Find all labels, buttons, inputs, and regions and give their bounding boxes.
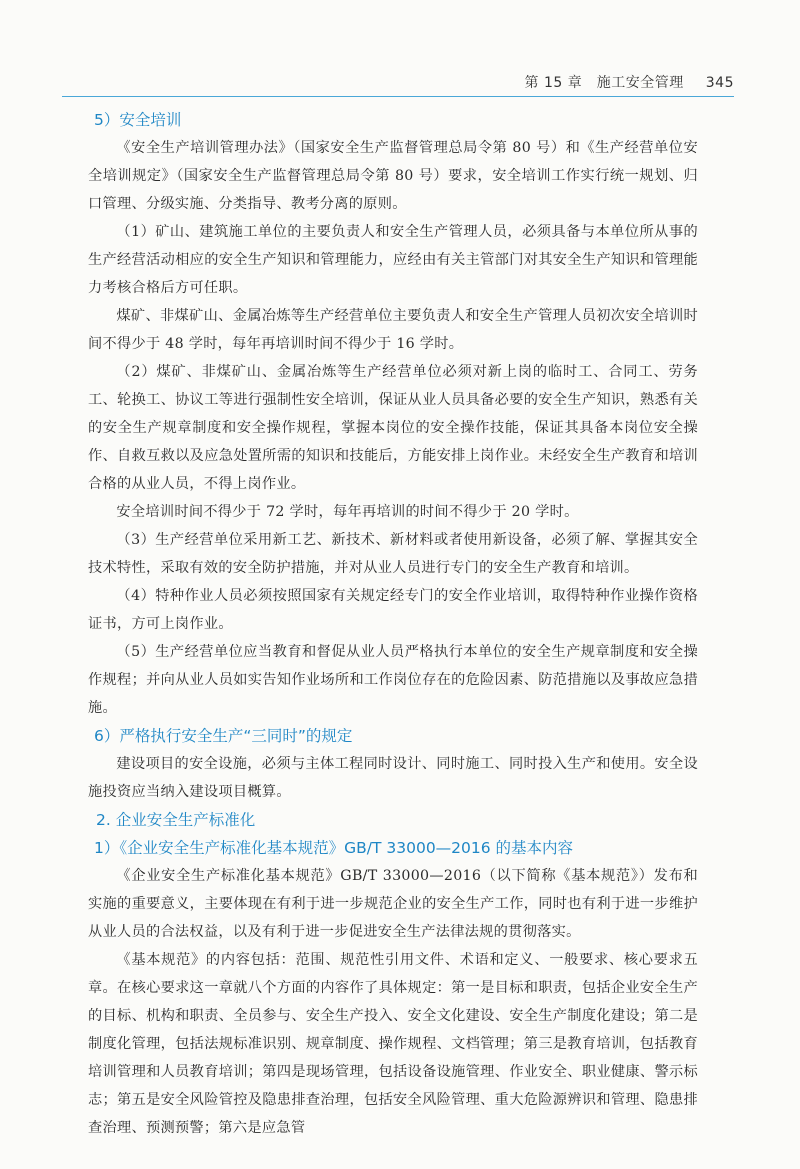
paragraph: （4）特种作业人员必须按照国家有关规定经专门的安全作业培训，取得特种作业操作资格证书，方可上岗作业。	[88, 588, 698, 632]
paragraph: 《企业安全生产标准化基本规范》GB/T 33000—2016（以下简称《基本规范》）发布和实施的重要意义，主要体现在有利于进一步规范企业的安全生产工作，同时也有利于进一步维护从业人员的合法权益，以及有利于进一步促进安全生产法律法规的贯彻落实。	[88, 868, 698, 940]
chapter-title: 第 15 章 施工安全管理	[524, 75, 684, 91]
running-header	[525, 72, 734, 92]
header-rule	[62, 96, 734, 97]
paragraph: 《安全生产培训管理办法》（国家安全生产监督管理总局令第 80 号）和《生产经营单位安全培训规定》（国家安全生产监督管理总局令第 80 号）要求，安全培训工作实行统一规划、归口管理、分级实施、分类指导、教考分离的原则。	[88, 140, 698, 212]
paragraph: （5）生产经营单位应当教育和督促从业人员严格执行本单位的安全生产规章制度和安全操作规程；并向从业人员如实告知作业场所和工作岗位存在的危险因素、防范措施以及事故应急措施。	[88, 644, 698, 716]
section-heading-three-simultaneous: 6）严格执行安全生产“三同时”的规定	[94, 727, 353, 745]
paragraph: 《基本规范》的内容包括：范围、规范性引用文件、术语和定义、一般要求、核心要求五章。在核心要求这一章就八个方面的内容作了具体规定：第一是目标和职责，包括企业安全生产的目标、机构和职责、全员参与、安全生产投入、安全文化建设、安全生产制度化建设；第二是制度化管理，包括法规标准识别、规章制度、操作规程、文档管理；第三是教育培训，包括教育培训管理和人员教育培训；第四是现场管理，包括设备设施管理、作业安全、职业健康、警示标志；第五是安全风险管控及隐患排查治理，包括安全风险管理、重大危险源辨识和管理、隐患排查治理、预测预警；第六是应急管	[88, 952, 698, 1136]
page-number: 345	[705, 75, 734, 91]
page-body	[88, 106, 698, 1142]
section-heading-training: 5）安全培训	[94, 111, 182, 129]
section-heading-standardization: 2. 企业安全生产标准化	[96, 811, 256, 829]
section-heading-basic-specification: 1）《企业安全生产标准化基本规范》GB/T 33000—2016 的基本内容	[94, 839, 574, 857]
page-header	[0, 0, 800, 100]
paragraph: 建设项目的安全设施，必须与主体工程同时设计、同时施工、同时投入生产和使用。安全设施投资应当纳入建设项目概算。	[88, 756, 698, 800]
paragraph: （3）生产经营单位采用新工艺、新技术、新材料或者使用新设备，必须了解、掌握其安全技术特性，采取有效的安全防护措施，并对从业人员进行专门的安全生产教育和培训。	[88, 532, 698, 576]
paragraph: （1）矿山、建筑施工单位的主要负责人和安全生产管理人员，必须具备与本单位所从事的生产经营活动相应的安全生产知识和管理能力，应经由有关主管部门对其安全生产知识和管理能力考核合格后方可任职。	[88, 224, 698, 296]
paragraph: 煤矿、非煤矿山、金属冶炼等生产经营单位主要负责人和安全生产管理人员初次安全培训时间不得少于 48 学时，每年再培训时间不得少于 16 学时。	[88, 308, 698, 352]
paragraph: （2）煤矿、非煤矿山、金属冶炼等生产经营单位必须对新上岗的临时工、合同工、劳务工、轮换工、协议工等进行强制性安全培训，保证从业人员具备必要的安全生产知识，熟悉有关的安全生产规章制度和安全操作规程，掌握本岗位的安全操作技能，保证其具备本岗位安全操作、自救互救以及应急处置所需的知识和技能后，方能安排上岗作业。未经安全生产教育和培训合格的从业人员，不得上岗作业。	[88, 364, 698, 492]
paragraph: 安全培训时间不得少于 72 学时，每年再培训的时间不得少于 20 学时。	[116, 504, 579, 520]
